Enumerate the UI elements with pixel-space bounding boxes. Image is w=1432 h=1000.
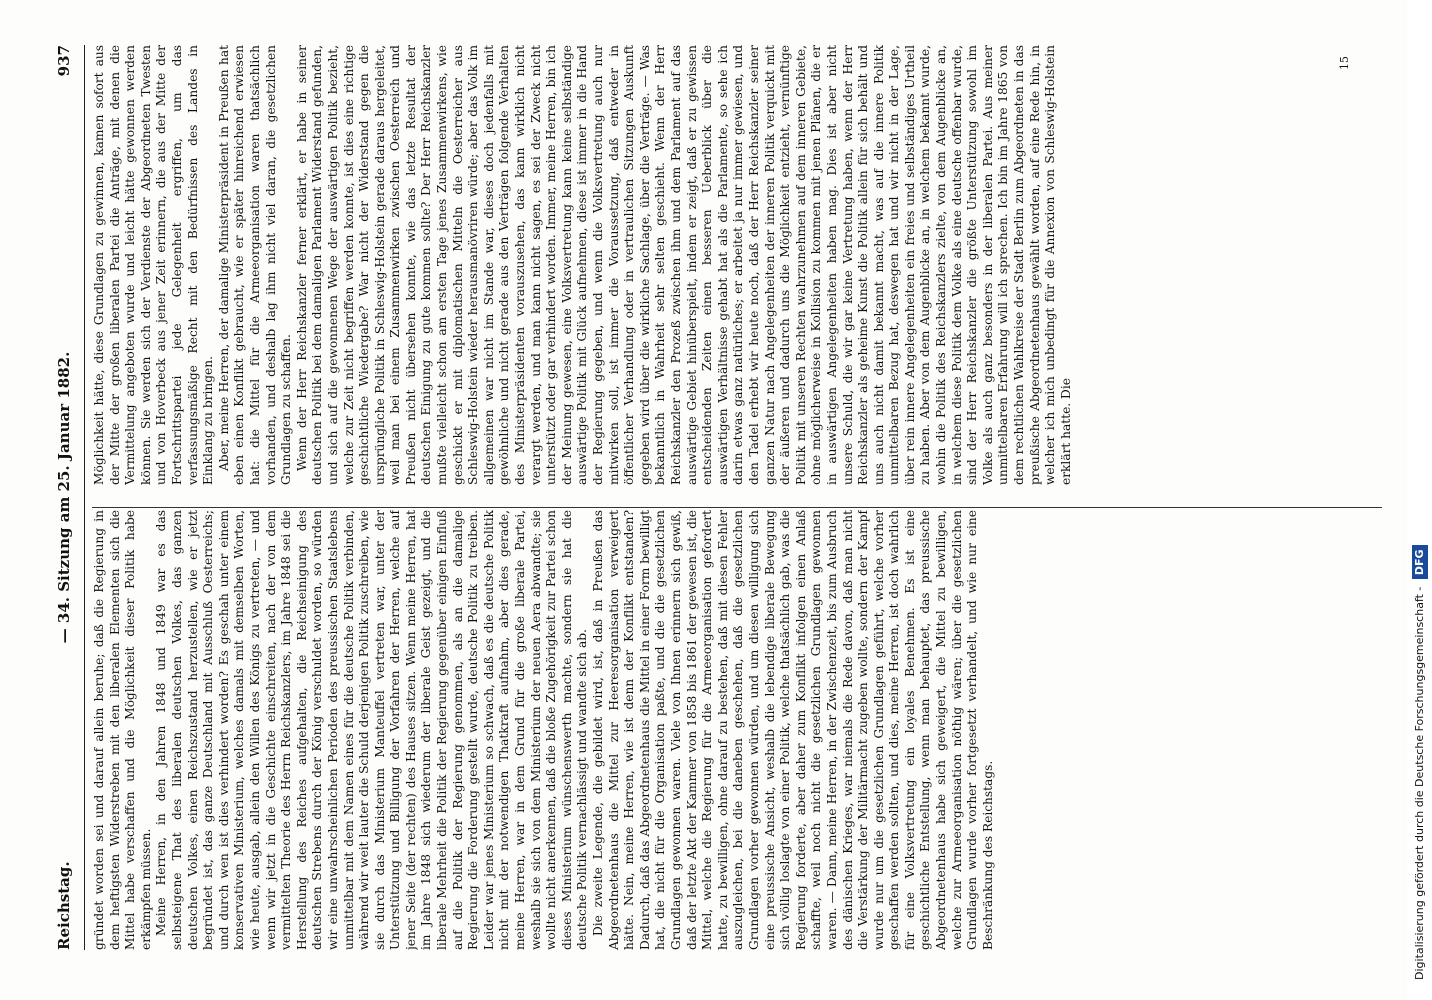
paragraph: gründet worden sei und darauf allein beruhe; daß die Regierung in dem heftigsten Widerstreben mit den liberalen Elementen sich die Mittel habe verschaffen und die Möglichkeit dieser Politik habe erkämpfen müssen.: [92, 510, 153, 950]
sidebar-credit-text: Digitalisierung gefördert durch die Deutsche Forschungsgemeinschaft -: [1413, 586, 1426, 980]
paragraph: Meine Herren, in den Jahren 1848 und 1849 war es das selbsteigene That des liberalen deutschen Volkes, das ganzen deutschen Volkes, einen Reichszustand herzustellen, wie er jetzt begründet ist, das ganze Deutschland mit Ausschluß Oesterreichs; und durch wen ist dies verhindert worden? Es geschah unter einem konservativen Ministerium, welches damals mit demselben Worten, wie heute, ausgab, allein den Willen des Königs zu vertreten, — und wenn wir jetzt in die Geschichte einschreiten, nach der von dem vermittelten Theorie des Herrn Reichskanzlers, im Jahre 1848 sei die Herstellung des Reiches aufgehalten, die Reichseinigung des deutschen Strebens durch der König verschuldet worden, so würden wir eine unwahrscheinlichen Perioden des preussischen Staatslebens unmittelbar mit dem Namen eines für die deutsche Politik verbinden, während wir weit lauter die Schuld derjenigen Politik zuschreiben, wie sie durch das Ministerium Manteuffel vertreten war, unter der Unterstützung und Billigung der Vorfahren der Herren, welche auf jener Seite (der rechten) des Hauses sitzen. Wenn meine Herren, hat im Jahre 1848 sich wiederum der liberale Geist gezeigt, und die liberale Mehrheit die Politik der Regierung gegenüber einigen Einfluß auf die Politik der Regierung genommen, als an die damalige Regierung die Forderung gestellt wurde, deutsche Politik zu treiben. Leider war jenes Ministerium so schwach, daß es die deutsche Politik nicht mit der notwendigen Thatkraft aufnahm, aber dies gerade, meine Herren, war in dem Grund für die große liberale Partei, weshalb sie sich von dem Ministerium der neuen Aera abwandte; sie wollte nicht anerkennen, daß die bloße Zugehörigkeit zur Partei schon dieses Ministerium wünschenswerth machte, sondern sie hat die deutsche Politik vernachlässigt und wandte sich ab.: [154, 510, 590, 950]
dfg-logo: DFG: [1412, 545, 1428, 579]
running-header: [55, 45, 81, 950]
paragraph: Die zweite Legende, die gebildet wird, ist, daß in Preußen das Abgeordnetenhaus die Mittel zur Heeresorganisation verweigert hätte. Nein, meine Herren, wie ist denn der Konflikt entstanden? Dadurch, daß das Abgeordnetenhaus die Mittel in einer Form bewilligt hat, die nicht für die Organisation paßte, und die die gesetzlichen Grundlagen gewonnen waren. Viele von Ihnen erinnern sich gewiß, daß der letzte Akt der Kammer von 1858 bis 1861 der gewesen ist, die Mittel, welche die Regierung für die Armeeorganisation gefordert hatte, zu bewilligen, ohne darauf zu bestehen, daß mit diesen Fehler auszugleichen, bei die daneben geschehen, daß die gesetzlichen Grundlagen vorher gewonnen würden, und um diesen willigung sich eine preussische Ansicht, weshalb die lebendige liberale Bewegung sich völlig loslagte von einer Politik, welche thatsächlich gab, was die Regierung forderte, aber daher zum Konflikt infolgen einen Anlaß schaffte, weil noch nicht die gesetzlichen Grundlagen gewonnen waren. — Dann, meine Herren, in der Zwischenzeit, bis zum Ausbruch des dänischen Krieges, war niemals die Rede davon, daß man nicht die Verstärkung der Militärmacht zugeben wollte, sondern der Kampf wurde nur um die gesetzlichen Grundlagen geführt, welche vorher geschaffen werden sollten, und dies, meine Herren, ist doch wahrlich für eine Volksvertretung ein loyales Benehmen. Es ist eine geschichtliche Entstellung, wenn man behauptet, das preussische Abgeordnetenhaus habe sich geweigert, die Mittel zu bewilligen, welche zur Armeeorganisation nöthig wären; über die gesetzlichen Grundlagen wurde vorher fortgesetzt verhandelt, und wie nur eine Beschränkung des Reichstags.: [591, 510, 995, 950]
signature-mark: 15: [1338, 56, 1351, 70]
text-column-left: [92, 510, 1382, 950]
header-left: Reichstag.: [55, 861, 73, 950]
digitization-sidebar: [1407, 0, 1432, 1000]
text-column-right: [92, 45, 1382, 485]
page-number: 937: [55, 45, 73, 77]
paragraph: Möglichkeit hätte, diese Grundlagen zu gewinnen, kamen sofort aus der Mitte der großen liberalen Partei die Anträge, mit denen die Vermittelung angeboten wurde und leicht hätte gewonnen werden können. Sie werden sich der Verdienste der Abgeordneten Twesten und von Hoverbeck aus jener Zeit erinnern, die aus der Mitte der Fortschrittspartei jede Gelegenheit ergriffen, um das verfassungsmäßige Recht mit den Bedürfnissen des Landes in Einklang zu bringen.: [92, 45, 216, 485]
paragraph: Aber, meine Herren, der damalige Ministerpräsident in Preußen hat eben einen Konflikt gebraucht, wie er später hinreichend erwiesen hat: die Mittel für die Armeeorganisation waren thatsächlich vorhanden, und deshalb lag ihm nicht viel daran, die gesetzlichen Grundlagen zu schaffen.: [216, 45, 294, 485]
sidebar-credit: [1407, 0, 1432, 1000]
column-divider: [92, 507, 1382, 508]
paragraph: Wenn der Herr Reichskanzler ferner erklärt, er habe in seiner deutschen Politik bei dem damaligen Parlament Widerstand gefunden, und sich auf die gewonnenen Wege der auswärtigen Politik bezieht, welche zur Zeit nicht begriffen werden konnte, ist dies eine richtige geschichtliche Wiedergabe? War nicht der Widerstand gegen die ursprüngliche Politik in Schleswig-Holstein gerade daraus hergeleitet, weil man bei einem Zusammenwirken zwischen Oesterreich und Preußen nicht übersehen konnte, wie das letzte Resultat der deutschen Einigung zu gute kommen sollte? Der Herr Reichskanzler mußte vielleicht schon am ersten Tage jenes Zusammenwirkens, wie geschickt er mit diplomatischen Mitteln die Oesterreicher aus Schleswig-Holstein wieder herausmanövriren würde; aber das Volk im allgemeinen war nicht im Stande war, dieses doch jedenfalls mit gewöhnliche und nicht gerade aus den Verträgen folgende Verhalten des Ministerpräsidenten vorauszusehen, das kann wirklich nicht verargt werden, und man kann nicht sagen, es sei der Zweck nicht unterstützt oder gar verhindert worden. Immer, meine Herren, bin ich der Meinung gewesen, eine Volksvertretung kann keine selbständige auswärtige Politik mit Glück aufnehmen, diese ist immer in die Hand der Regierung gegeben, und wenn die Volksvertretung auch nur mitwirken soll, ist immer die Voraussetzung, daß entweder in öffentlicher Verhandlung oder in vertraulichen Sitzungen Auskunft gegeben wird über die wirkliche Sachlage, über die Verträge. — Was bekanntlich in Wahrheit sehr selten geschieht. Wenn der Herr Reichskanzler den Prozeß zwischen ihm und dem Parlament auf das auswärtige Gebiet hinüberspielt, indem er zeigt, daß er zu gewissen entscheidenden Zeiten einen besseren Ueberblick über die auswärtigen Verhältnisse gehabt hat als die Parlamente, so sehe ich darin etwas ganz natürliches; er arbeitet ja nur immer gewiesen, und den Tadel erhebt wir heute noch, daß der Herr Reichskanzler seiner ganzen Natur nach Angelegenheiten der inneren Politik verquickt mit der äußeren und dadurch uns die Möglichkeit entzieht, vernünftige Politik mit unseren Rechten wahrzunehmen auf dem inneren Gebiete, ohne möglicherweise in Kollision zu kommen mit jenen Plänen, die er in auswärtigen Angelegenheiten haben mag. Dies ist aber nicht unsere Schuld, die wir gar keine Vertretung haben, wenn der Herr Reichskanzler als geheime Kunst die Politik allein für sich behält und uns auch nicht damit bekannt macht, was auf die innere Politik unmittelbaren Bezug hat, deswegen hat und wir nicht in der Lage, über rein innere Angelegenheiten ein freies und selbständiges Urtheil zu haben. Aber von dem Augenblicke an, in welchem bekannt wurde, wohin die Politik des Reichskanzlers zielte, von dem Augenblicke an, in welchem diese Politik dem Volke als eine deutsche offenbar wurde, sind der Herr Reichskanzler die größte Unterstützung sowohl im Volke als auch ganz besonders in der liberalen Partei. Aus meiner unmittelbaren Erfahrung will ich sprechen. Ich bin im Jahre 1865 von dem rechtlichen Wahlkreise der Stadt Berlin zum Abgeordneten in das preußische Abgeordnetenhaus gewählt worden, auf eine Rede hin, in welcher ich mich unbedingt für die Annexion von Schleswig-Holstein erklärt hatte. Die: [294, 45, 1073, 485]
header-center: — 34. Sitzung am 25. Januar 1882.: [55, 351, 73, 644]
header-rule: [84, 45, 85, 950]
